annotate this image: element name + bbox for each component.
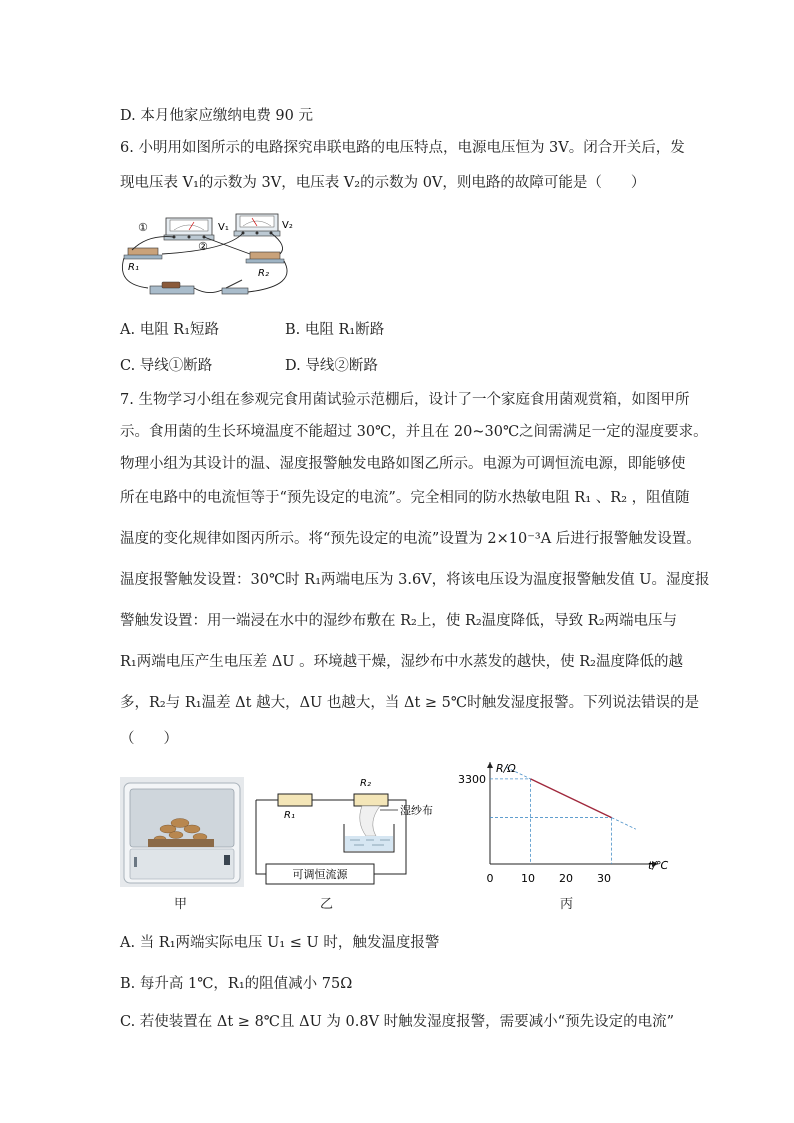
chart-xtick-10: 10 [521, 872, 535, 885]
label-r1: R₁ [128, 262, 139, 273]
fig-bing-caption: 丙 [560, 897, 574, 912]
line-extension-right [612, 818, 636, 830]
q7-stem-line3: 物理小组为其设计的温、湿度报警触发电路如图乙所示。电源为可调恒流电源，即能够使 [120, 456, 686, 472]
label-r2: R₂ [258, 268, 269, 279]
q5-option-d: D. 本月他家应缴纳电费 90 元 [120, 108, 313, 124]
q6-stem-line2: 现电压表 V₁的示数为 3V，电压表 V₂的示数为 0V，则电路的故障可能是（ ） [120, 175, 646, 191]
q7-stem-line7: 警触发设置：用一端浸在水中的湿纱布敷在 R₂上，使 R₂温度降低，导致 R₂两端电压与 [120, 613, 678, 629]
chart-xtick-30: 30 [597, 872, 611, 885]
fig-yi-circuit [250, 770, 460, 888]
fig-bing-chart [454, 756, 674, 888]
battery [150, 282, 194, 294]
q7-stem-line10: （ ） [120, 731, 178, 747]
resistor-r2 [246, 252, 284, 263]
series-line-resistance [531, 779, 612, 818]
resistor-r1 [278, 794, 312, 806]
q7-option-b: B. 每升高 1℃，R₁的阻值减小 75Ω [120, 976, 353, 992]
chart-guides [490, 767, 636, 864]
q7-stem-line8: R₁两端电压产生电压差 ΔU 。环境越干燥，湿纱布中水蒸发的越快，使 R₂温度降低的越 [120, 654, 683, 670]
q7-stem-line1: 7. 生物学习小组在参观完食用菌试验示范棚后，设计了一个家庭食用菌观赏箱，如图甲所 [120, 392, 690, 408]
q6-option-b: B. 电阻 R₁断路 [285, 322, 385, 338]
q7-option-c: C. 若使装置在 Δt ≥ 8℃且 ΔU 为 0.8V 时触发湿度报警，需要减小“预先设定的电流” [120, 1014, 674, 1030]
fig-jia-caption: 甲 [174, 897, 188, 912]
chart-ylabel: R/Ω [496, 762, 516, 775]
chart-ytick-3300: 3300 [458, 772, 486, 786]
label-r2: R₂ [360, 778, 371, 789]
voltmeter-v2 [234, 214, 280, 236]
q7-stem-line2: 示。食用菌的生长环境温度不能超过 30℃，并且在 20~30℃之间需满足一定的湿度要求。 [120, 424, 708, 440]
resistor-r2 [354, 794, 388, 806]
chart-xtick-0: 0 [486, 872, 494, 885]
q6-option-a: A. 电阻 R₁短路 [120, 322, 220, 338]
fig-yi-caption: 乙 [320, 897, 334, 912]
label-source: 可调恒流源 [292, 868, 348, 881]
label-v1: V₁ [218, 222, 229, 233]
chart-series [531, 779, 612, 818]
wet-cloth [360, 806, 380, 836]
label-r1: R₁ [284, 810, 295, 821]
q7-stem-line5: 温度的变化规律如图丙所示。将“预先设定的电流”设置为 2×10⁻³A 后进行报警触发设置。 [120, 531, 701, 547]
resistor-r1 [124, 248, 162, 259]
q6-option-d: D. 导线②断路 [285, 358, 378, 374]
label-wire1: ① [138, 221, 148, 234]
q6-option-c: C. 导线①断路 [120, 358, 213, 374]
q7-stem-line6: 温度报警触发设置：30℃时 R₁两端电压为 3.6V，将该电压设为温度报警触发值 U。湿度报 [120, 572, 710, 588]
label-wet-cloth: 湿纱布 [400, 804, 433, 817]
q7-option-a: A. 当 R₁两端实际电压 U₁ ≤ U 时，触发温度报警 [120, 935, 440, 951]
fig-jia-photo [120, 777, 244, 887]
switch [222, 280, 248, 294]
chart-axes [487, 762, 658, 867]
wire-2 [204, 237, 250, 254]
q6-circuit-figure [118, 206, 298, 302]
q6-stem-line1: 6. 小明用如图所示的电路探究串联电路的电压特点，电源电压恒为 3V。闭合开关后，发 [120, 140, 685, 156]
q7-stem-line4: 所在电路中的电流恒等于“预先设定的电流”。完全相同的防水热敏电阻 R₁ 、R₂ ，阻值随 [120, 490, 690, 506]
y-axis-arrow [487, 762, 493, 768]
q7-stem-line9: 多，R₂与 R₁温差 Δt 越大，ΔU 也越大，当 Δt ≥ 5℃时触发湿度报警。下列说法错误的是 [120, 695, 700, 711]
chart-xlabel: t/℃ [648, 859, 669, 872]
label-wire2: ② [198, 240, 208, 253]
label-v2: V₂ [282, 220, 293, 231]
chart-xtick-20: 20 [559, 872, 573, 885]
